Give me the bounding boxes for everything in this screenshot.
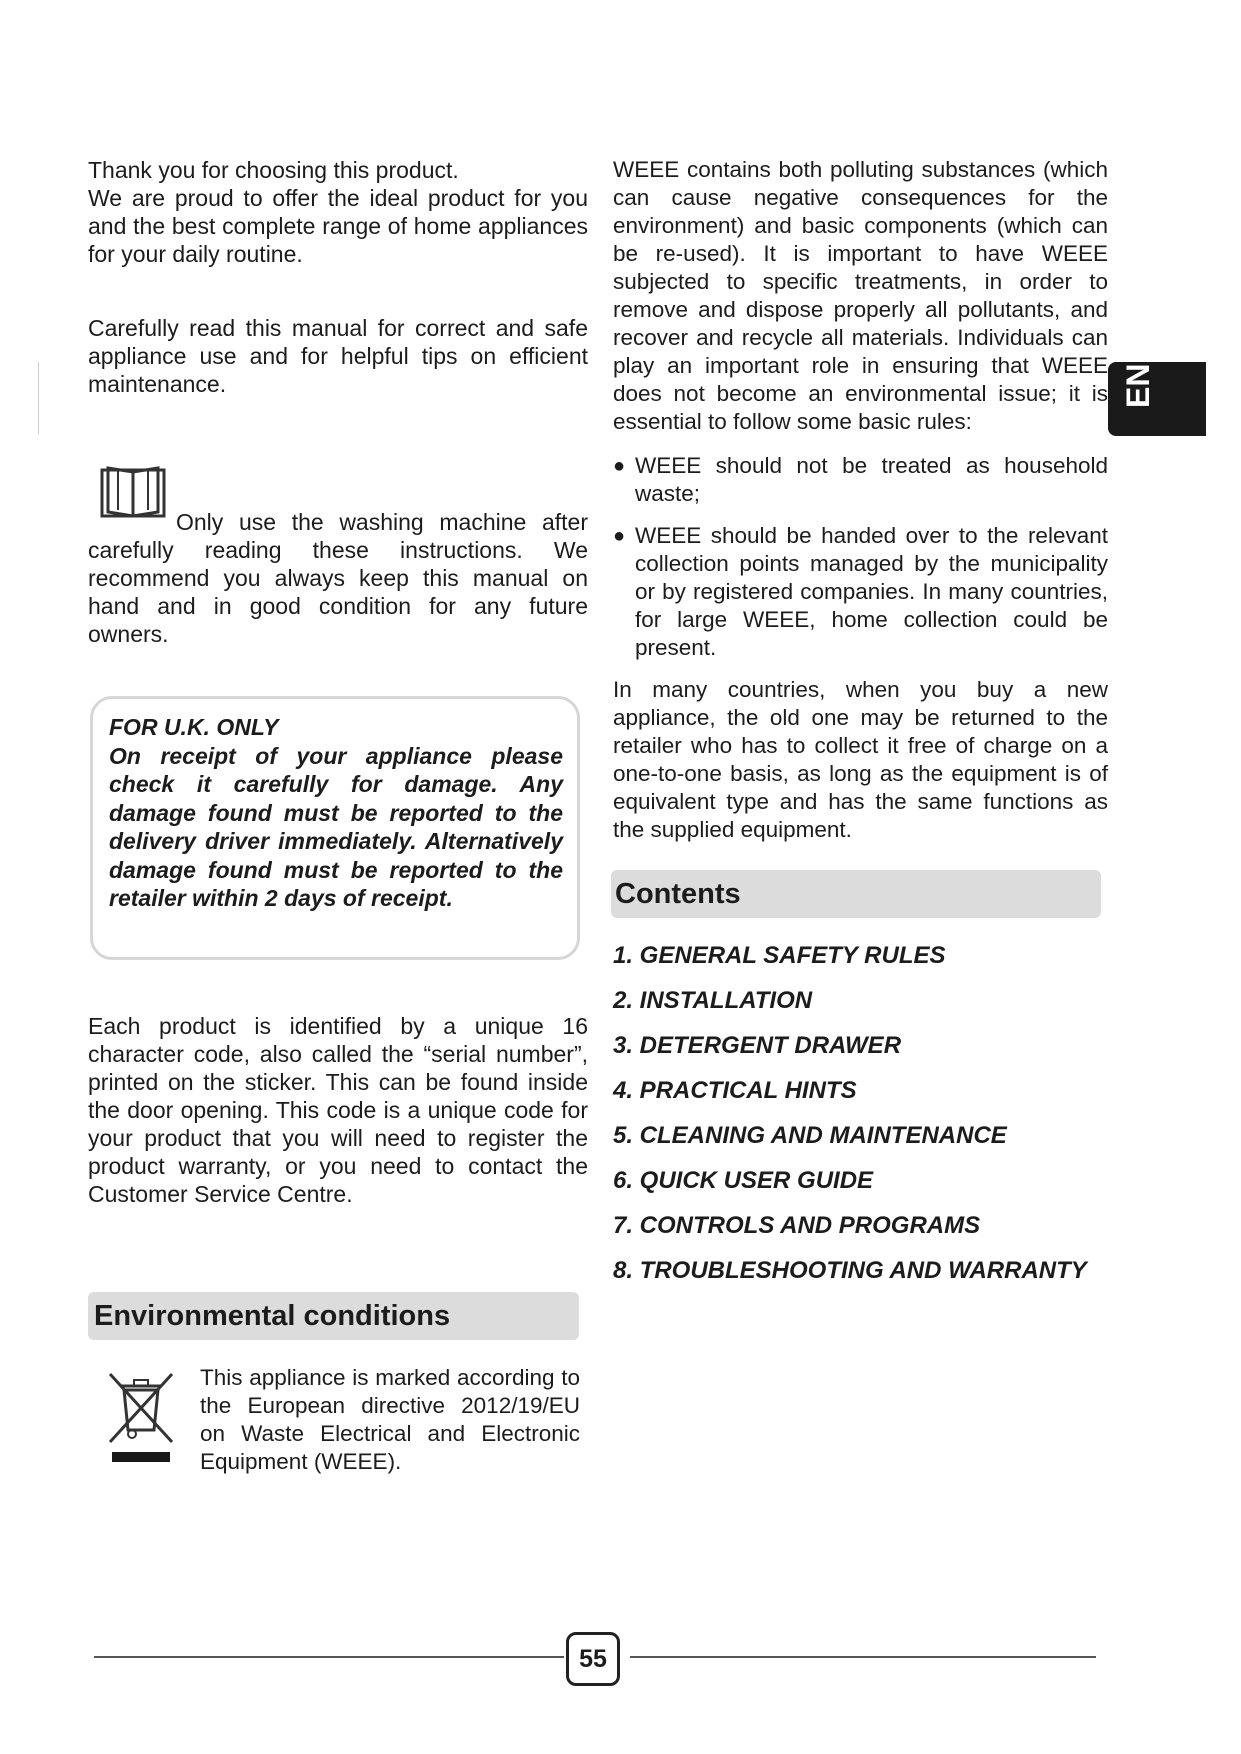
toc-item-practical-hints[interactable]: 4. PRACTICAL HINTS — [613, 1077, 857, 1104]
toc-item-controls-programs[interactable]: 7. CONTROLS AND PROGRAMS — [613, 1212, 981, 1239]
serial-text: Each product is identified by a unique 16 character code, also called the “serial number”, printed on the sticker. This can be found inside the door opening. This code is a unique code for your product that you will need to register the product warranty, or you need to contact the Customer Service Centre. — [88, 1013, 588, 1207]
language-tab — [1108, 362, 1206, 436]
left-column — [88, 156, 588, 398]
weee-info-text: WEEE contains both polluting substances (which can cause negative consequences for the environment) and basic components (which can be re-used). It is important to have WEEE subjected to specific treatments, in order to remove and dispose properly all pollutants, and recover and recycle all materials. Individuals can play an important role in ensuring that WEEE does not become an environmental issue; it is essential to follow some basic rules: — [613, 157, 1108, 434]
toc-item-installation[interactable]: 2. INSTALLATION — [613, 987, 813, 1014]
contents-heading-text: Contents — [615, 878, 741, 910]
uk-only-text: On receipt of your appliance please check it carefully for damage. Any damage found must be reported to the delivery driver immediately. Alternatively damage found must be reported to the retailer within 2 days of receipt. — [109, 742, 563, 911]
uk-only-notice — [90, 696, 580, 960]
environmental-heading-text: Environmental conditions — [94, 1300, 451, 1332]
only-use-block — [88, 508, 588, 648]
toc-item-detergent-drawer[interactable]: 3. DETERGENT DRAWER — [613, 1032, 902, 1059]
toc-item-troubleshooting-warranty[interactable]: 8. TROUBLESHOOTING AND WARRANTY — [613, 1257, 1087, 1284]
bullet-dot-icon: ● — [613, 525, 626, 547]
serial-block — [88, 1012, 588, 1208]
weee-mark-text: This appliance is marked according to the European directive 2012/19/EU on Waste Electrical and Electronic Equipment (WEEE). — [200, 1365, 580, 1474]
uk-only-title: FOR U.K. ONLY — [109, 714, 279, 740]
footer-rule-left — [94, 1656, 564, 1658]
weee-rules-list — [613, 452, 1108, 662]
page-number: 55 — [566, 1632, 620, 1686]
list-item: ● WEEE should not be treated as household waste; — [613, 453, 1108, 506]
toc-item-cleaning-maintenance[interactable]: 5. CLEANING AND MAINTENANCE — [613, 1122, 1007, 1149]
right-column — [613, 156, 1108, 844]
intro-thanks: Thank you for choosing this product. — [88, 157, 459, 183]
toc-item-quick-user-guide[interactable]: 6. QUICK USER GUIDE — [613, 1167, 874, 1194]
environmental-heading — [88, 1292, 579, 1340]
read-manual-text: Carefully read this manual for correct and safe appliance use and for helpful tips on efficient maintenance. — [88, 315, 588, 397]
intro-proud: We are proud to offer the ideal product for you and the best complete range of home appliances for your daily routine. — [88, 185, 588, 267]
bullet-dot-icon: ● — [613, 455, 626, 477]
footer-rule-right — [630, 1656, 1096, 1658]
margin-mark — [38, 362, 39, 434]
language-tab-label: EN — [1120, 363, 1156, 408]
weee-mark-block — [200, 1364, 580, 1476]
only-use-text: Only use the washing machine after carefully reading these instructions. We recommend you always keep this manual on hand and in good condition for any future owners. — [88, 509, 588, 647]
return-old-appliance-text: In many countries, when you buy a new appliance, the old one may be returned to the retailer who has to collect it free of charge on a one-to-one basis, as long as the equipment is of equivalent type and has the same functions as the supplied equipment. — [613, 677, 1108, 842]
list-item: ● WEEE should be handed over to the relevant collection points managed by the municipality or by registered companies. In many countries, for large WEEE, home collection could be present. — [613, 523, 1108, 660]
crossed-out-wheelie-bin-icon — [106, 1368, 176, 1464]
toc-item-general-safety-rules[interactable]: 1. GENERAL SAFETY RULES — [613, 942, 946, 969]
table-of-contents — [613, 942, 1113, 1302]
contents-heading — [611, 870, 1101, 918]
